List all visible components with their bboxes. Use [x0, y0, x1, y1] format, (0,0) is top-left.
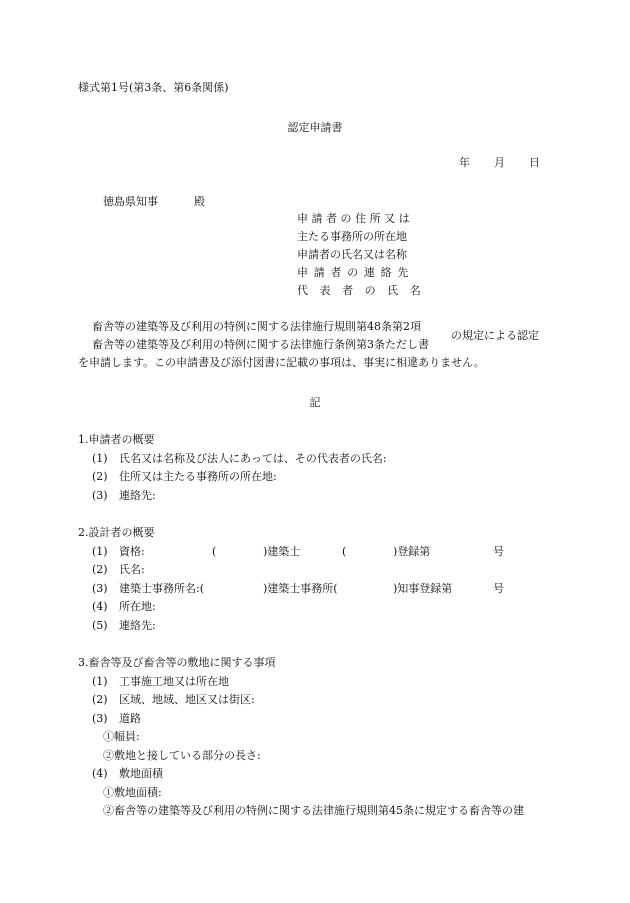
s2-office-go: 号	[493, 582, 504, 595]
s2-contact-label: 連絡先:	[119, 619, 156, 632]
ki-heading: 記	[309, 396, 321, 409]
s1-item-2-label: 住所又は主たる事務所の所在地:	[119, 470, 277, 483]
addressee-name: 徳島県知事	[103, 195, 158, 208]
s2-name-label: 氏名:	[119, 563, 145, 576]
s2-qual-go: 号	[493, 545, 504, 558]
s1-item-1-label: 氏名又は名称及び法人にあっては、その代表者の氏名:	[119, 452, 387, 465]
s2-qual-num: (1)	[92, 545, 108, 558]
s3-item-1-num: (1)	[92, 675, 108, 688]
s2-qual-close-2: )登録第	[393, 545, 431, 558]
date-year-label: 年	[459, 156, 470, 169]
s1-item-3-num: (3)	[92, 489, 108, 502]
s2-office-num: (3)	[92, 582, 108, 595]
s2-qual-label: 資格:	[119, 545, 145, 558]
s3-item-3-label: 道路	[119, 712, 141, 725]
s2-qual-open-1: (	[212, 545, 217, 558]
section-2-title: 2.設計者の概要	[78, 526, 155, 539]
s3-site-area-detail: ②畜舎等の建築等及び利用の特例に関する法律施行規則第45条に規定する畜舎等の建	[103, 804, 524, 817]
s3-item-3-num: (3)	[92, 712, 108, 725]
s2-address-num: (4)	[92, 600, 108, 613]
s3-site-area: ①敷地面積:	[103, 786, 162, 799]
statement-line-2: を申請します。この申請書及び添付図書に記載の事項は、事実に相違ありません。	[78, 356, 485, 369]
s1-item-2-num: (2)	[92, 470, 108, 483]
applicant-contact-label: 申請者の連絡先	[297, 266, 415, 279]
s3-item-1-label: 工事施工地又は所在地	[119, 675, 229, 688]
s2-qual-close-1: )建築士	[263, 545, 301, 558]
s3-item-2-num: (2)	[92, 693, 108, 706]
s2-address-label: 所在地:	[119, 600, 156, 613]
s2-office-end: )知事登録第	[393, 582, 453, 595]
date-day-label: 日	[529, 156, 540, 169]
s2-name-num: (2)	[92, 563, 108, 576]
representative-name-label: 代表者の氏名	[297, 284, 433, 297]
form-number: 様式第1号(第3条、第6条関係)	[78, 81, 229, 94]
section-3-title: 3.畜舎等及び畜舎等の敷地に関する事項	[78, 656, 276, 669]
statement-option-2: 畜舎等の建築等及び利用の特例に関する法律施行条例第3条ただし書	[92, 338, 429, 351]
s2-office-mid: )建築士事務所(	[263, 582, 338, 595]
applicant-name-label: 申請者の氏名又は名称	[297, 248, 407, 261]
s1-item-1-num: (1)	[92, 452, 108, 465]
s3-road-contact-length: ②敷地と接している部分の長さ:	[103, 749, 261, 762]
s2-qual-open-2: (	[342, 545, 347, 558]
s2-office-label: 建築士事務所名:(	[119, 582, 204, 595]
addressee-honorific: 殿	[194, 195, 205, 208]
s1-item-3-label: 連絡先:	[119, 489, 156, 502]
statement-option-1: 畜舎等の建築等及び利用の特例に関する法律施行規則第48条第2項	[92, 320, 421, 333]
s3-item-4-num: (4)	[92, 767, 108, 780]
applicant-address-label: 申請者の住所又は	[297, 212, 414, 225]
s3-item-2-label: 区域、地域、地区又は街区:	[119, 693, 255, 706]
s3-road-width: ①幅員:	[103, 730, 140, 743]
date-month-label: 月	[494, 156, 505, 169]
applicant-office-label: 主たる事務所の所在地	[297, 230, 407, 243]
s2-contact-num: (5)	[92, 619, 108, 632]
statement-suffix: の規定による認定	[451, 329, 539, 342]
section-1-title: 1.申請者の概要	[78, 433, 155, 446]
s3-item-4-label: 敷地面積	[119, 767, 163, 780]
document-title: 認定申請書	[287, 121, 343, 134]
